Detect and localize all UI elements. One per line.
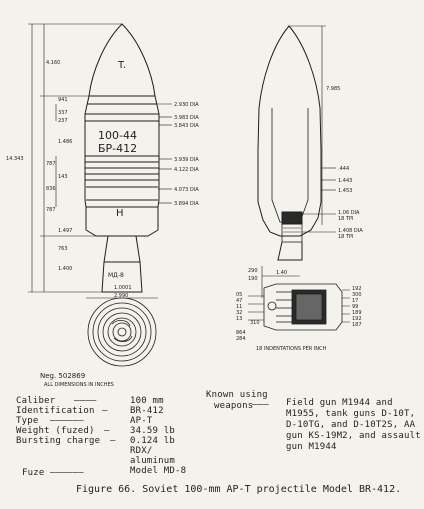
detail-label: 13 (236, 316, 243, 322)
base-view-rings (88, 298, 156, 366)
negative-number: Neg. 502869 (40, 372, 86, 380)
detail-right: 192 (352, 286, 362, 292)
detail-label: 310 (250, 320, 260, 326)
left-dim: 14.343 (6, 156, 24, 162)
spec-value: 0.124 lb (130, 436, 175, 446)
detail-right: 300 (352, 292, 362, 298)
weapons-label: weapons (214, 401, 254, 411)
nose-mark: T. (118, 60, 127, 71)
band-mark: H (116, 208, 124, 219)
detail-label: 11 (236, 304, 243, 310)
rv-dim: 1.408 DIA (338, 228, 363, 234)
right-dim: 2.930 DIA (174, 102, 199, 108)
spec-label: Weight (fuzed) (16, 426, 95, 436)
detail-label: 05 (236, 292, 243, 298)
detail-label: 32 (236, 310, 243, 316)
indentation-note: 18 INDENTATIONS PER INCH (256, 346, 327, 352)
left-dim: 143 (58, 174, 68, 180)
rv-dim: 7.985 (326, 86, 341, 92)
rv-dim: 18 TPI (338, 234, 354, 240)
right-tracer-block (282, 212, 302, 224)
detail-dim: 290 (248, 268, 258, 274)
fuze-value: Model MD-8 (130, 466, 187, 476)
weapons-line: Field gun M1944 and (286, 398, 393, 408)
spec-value: AP-T (130, 416, 153, 426)
weapons-line: gun KS-19M2, and assault (286, 431, 421, 441)
left-dim: 1.497 (58, 228, 73, 234)
detail-label: 864 (236, 330, 246, 336)
spec-value: 34.59 lb (130, 426, 175, 436)
spec-label: Bursting charge (16, 436, 101, 446)
detail-right: 187 (352, 322, 362, 328)
spec-leader: ― (104, 426, 110, 436)
rv-dim: 1.06 DIA (338, 210, 360, 216)
detail-dim: 190 (248, 276, 258, 282)
detail-right: 99 (352, 304, 359, 310)
rv-dim: 1.443 (338, 178, 353, 184)
detail-label: 47 (236, 298, 243, 304)
spec-leader: ―――――― (50, 416, 84, 426)
right-dim: 3.939 DIA (174, 157, 199, 163)
right-dim: 3.983 DIA (174, 115, 199, 121)
left-dim: 763 (58, 246, 68, 252)
rv-dim: 1.453 (338, 188, 353, 194)
dimensions-note: ALL DIMENSIONS IN INCHES (44, 382, 114, 388)
spec-leader: ― (110, 436, 116, 446)
detail-right: 189 (352, 310, 362, 316)
stamp-line-1: 100-44 (98, 129, 137, 142)
weapons-label: Known using (206, 390, 268, 400)
spec-label: Caliber (16, 396, 56, 406)
right-projectile-view (258, 26, 336, 298)
weapons-line: gun M1944 (286, 442, 337, 452)
right-dim: 3.894 DIA (174, 201, 199, 207)
spec-leader: ―――――― (50, 468, 84, 478)
spec-label: Identification (16, 406, 95, 416)
left-projectile-view (28, 24, 172, 366)
right-dim: 4.073 DIA (174, 187, 199, 193)
detail-right: 192 (352, 316, 362, 322)
fuze-detail-view (248, 284, 350, 330)
left-dim: 2.990 (114, 293, 129, 299)
base-dimension: 1.0001 (114, 285, 132, 291)
spec-leader: ――― (252, 400, 269, 410)
stamp-line-2: БР-412 (98, 142, 138, 155)
rv-dim: .444 (338, 166, 350, 172)
spec-label: Type (16, 416, 39, 426)
left-dim: 787 (46, 207, 56, 213)
left-dim: 941 (58, 97, 68, 103)
weapons-line: D-10TG, and D-10T2S, AA (286, 420, 416, 430)
spec-value: BR-412 (130, 406, 164, 416)
charge-extra: RDX/ (130, 446, 153, 456)
left-dim: 4.160 (46, 60, 61, 66)
left-tail-outline (102, 236, 142, 292)
detail-right: 17 (352, 298, 359, 304)
right-tail (278, 242, 302, 260)
fuze-mark: MД-8 (108, 272, 124, 279)
detail-dim: 1.40 (276, 270, 288, 276)
spec-leader: ― (102, 406, 108, 416)
left-dim: 787 (46, 161, 56, 167)
detail-label: 284 (236, 336, 246, 342)
rv-dim: 18 TPI (338, 216, 354, 222)
right-dim: 4.122 DIA (174, 167, 199, 173)
fuze-label: Fuze (22, 468, 45, 478)
charge-extra: aluminum (130, 456, 175, 466)
spec-value: 100 mm (130, 396, 164, 406)
left-dim: 237 (58, 118, 68, 124)
left-dim: 337 (58, 110, 68, 116)
left-dim: 1.400 (58, 266, 73, 272)
left-dim: 1.486 (58, 139, 73, 145)
weapons-line: M1955, tank guns D-10T, (286, 409, 416, 419)
left-dim: 836 (46, 186, 56, 192)
figure-caption: Figure 66. Soviet 100-mm AP-T projectile Model BR-412. (76, 484, 402, 495)
spec-leader: ―――― (74, 396, 97, 406)
right-outline (258, 26, 321, 236)
right-dim: 3.843 DIA (174, 123, 199, 129)
